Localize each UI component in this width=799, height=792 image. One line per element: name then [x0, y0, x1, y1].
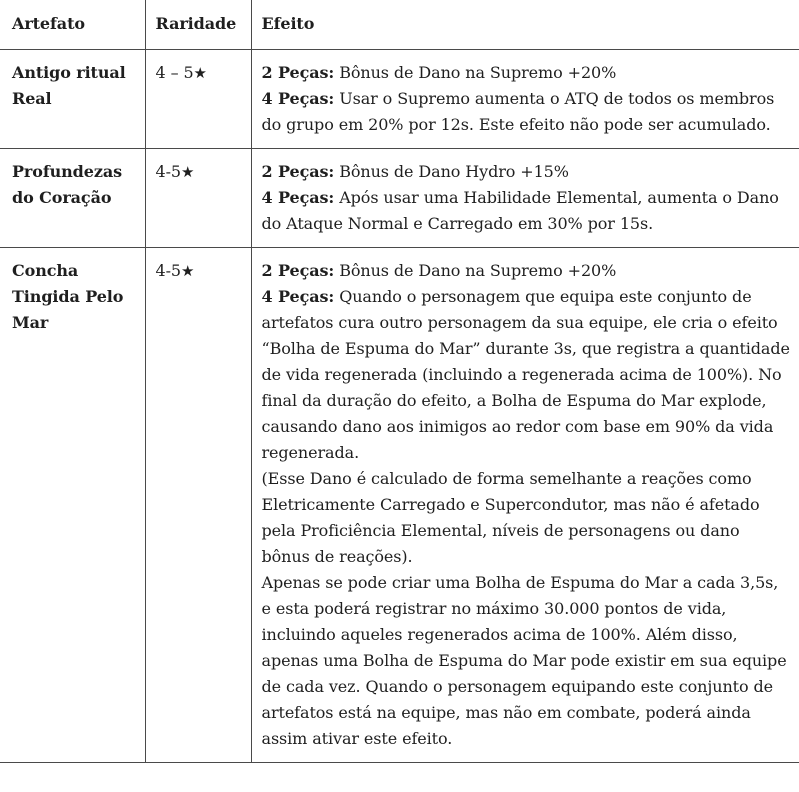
- effect-label: 4 Peças:: [261, 89, 335, 108]
- table-row: [0, 149, 799, 248]
- effect-text: Bônus de Dano Hydro +15%: [334, 162, 569, 181]
- effect-4-pieces: [262, 284, 792, 466]
- star-icon: ★: [193, 64, 207, 82]
- star-icon: ★: [180, 262, 195, 280]
- artifact-rarity: [145, 149, 251, 248]
- artifact-rarity: [145, 50, 251, 149]
- artifact-name: Concha Tingida Pelo Mar: [0, 248, 145, 763]
- effect-text: Bônus de Dano na Supremo +20%: [334, 63, 617, 82]
- effect-text: Usar o Supremo aumenta o ATQ de todos os membros do grupo em 20% por 12s. Este efeito não pode ser acumulado.: [261, 89, 775, 134]
- effect-2-pieces: [262, 60, 792, 86]
- effect-text: Após usar uma Habilidade Elemental, aumenta o Dano do Ataque Normal e Carregado em 30% por 15s.: [261, 188, 779, 233]
- rarity-value: 4-5: [155, 261, 181, 280]
- effect-4-pieces: [262, 86, 792, 138]
- artifact-name: Profundezas do Coração: [0, 149, 145, 248]
- effect-label: 2 Peças:: [261, 63, 335, 82]
- header-rarity: Raridade: [145, 0, 251, 50]
- effect-label: 4 Peças:: [261, 188, 335, 207]
- artifact-effect: [251, 248, 799, 763]
- table-row: [0, 50, 799, 149]
- effect-label: 4 Peças:: [261, 287, 335, 306]
- header-artifact: Artefato: [0, 0, 145, 50]
- rarity-value: 4-5: [155, 162, 181, 181]
- header-effect: Efeito: [251, 0, 799, 50]
- effect-text: Bônus de Dano na Supremo +20%: [334, 261, 617, 280]
- table-row: [0, 248, 799, 763]
- effect-text: Quando o personagem que equipa este conjunto de artefatos cura outro personagem da sua equipe, ele cria o efeito “Bolha de Espuma do Mar” durante 3s, que registra a quantidade de vida regenerada (incluindo a regenerada acima de 100%). No final da duração do efeito, a Bolha de Espuma do Mar explode, causando dano aos inimigos ao redor com base em 90% da vida regenerada.: [261, 287, 790, 462]
- effect-4-pieces: [262, 185, 792, 237]
- effect-2-pieces: [262, 258, 792, 284]
- table-header-row: [0, 0, 799, 50]
- artifact-effect: [251, 50, 799, 149]
- rarity-value: 4 – 5: [155, 63, 194, 82]
- artifact-rarity: [145, 248, 251, 763]
- effect-label: 2 Peças:: [261, 261, 335, 280]
- artifact-effect: [251, 149, 799, 248]
- effect-note: (Esse Dano é calculado de forma semelhante a reações como Eletricamente Carregado e Supercondutor, mas não é afetado pela Proficiência Elemental, níveis de personagens ou dano bônus de reações).: [261, 469, 760, 566]
- star-icon: ★: [180, 163, 195, 181]
- effect-2-pieces: [262, 159, 792, 185]
- effect-label: 2 Peças:: [261, 162, 335, 181]
- artifact-name: Antigo ritual Real: [0, 50, 145, 149]
- effect-note: Apenas se pode criar uma Bolha de Espuma do Mar a cada 3,5s, e esta poderá registrar no máximo 30.000 pontos de vida, incluindo aqueles regenerados acima de 100%. Além disso, apenas uma Bolha de Espuma do Mar pode existir em sua equipe de cada vez. Quando o personagem equipando este conjunto de artefatos está na equipe, mas não em combate, poderá ainda assim ativar este efeito.: [261, 573, 787, 748]
